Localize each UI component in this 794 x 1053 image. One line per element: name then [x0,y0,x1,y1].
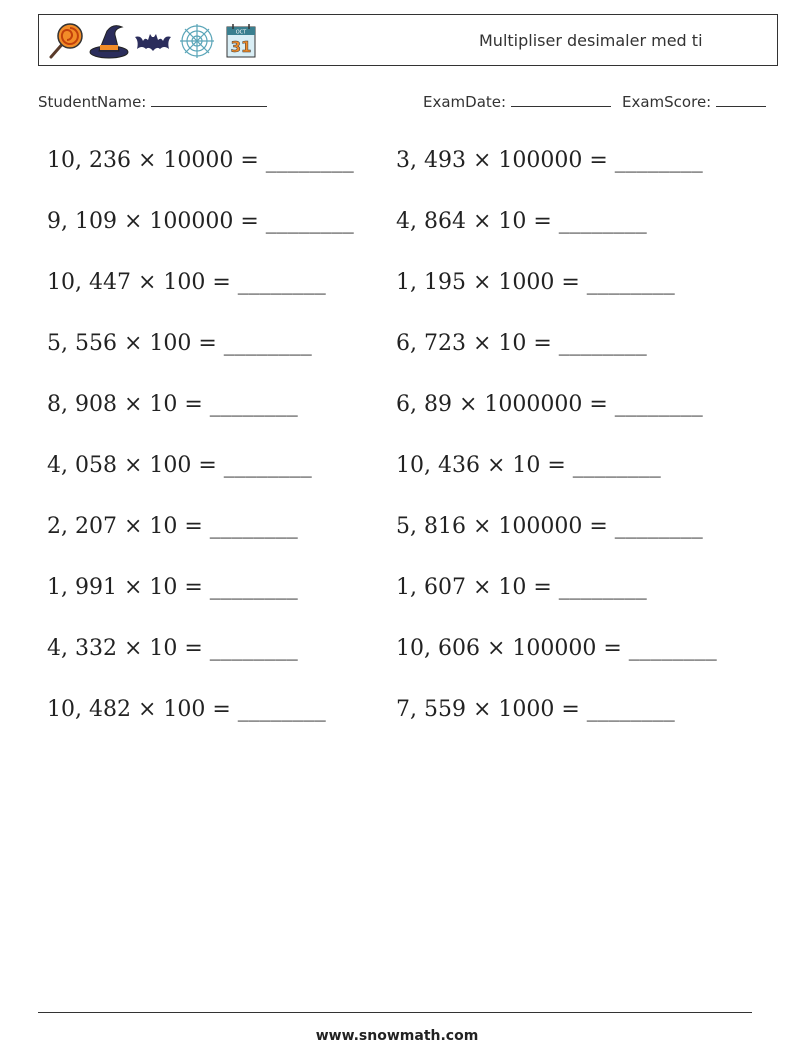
problem-left-4: 5, 556 × 100 = ________ [47,331,312,356]
problem-right-1: 3, 493 × 100000 = ________ [396,148,703,173]
worksheet-header [38,14,778,66]
spider-web-icon [177,21,217,61]
problem-right-4: 6, 723 × 10 = ________ [396,331,647,356]
exam-score-label: ExamScore: [622,93,712,111]
exam-date-blank[interactable] [511,92,611,107]
exam-date-field [423,92,611,111]
calendar-month-label: OCT [235,29,247,36]
problem-left-10: 10, 482 × 100 = ________ [47,697,326,722]
problem-right-10: 7, 559 × 1000 = ________ [396,697,675,722]
problem-left-9: 4, 332 × 10 = ________ [47,636,298,661]
icon-strip [45,19,261,63]
problem-right-2: 4, 864 × 10 = ________ [396,209,647,234]
problem-left-1: 10, 236 × 10000 = ________ [47,148,354,173]
problem-right-7: 5, 816 × 100000 = ________ [396,514,703,539]
lollipop-icon [45,21,85,61]
problem-right-5: 6, 89 × 1000000 = ________ [396,392,703,417]
calendar-day-label: 31 [230,38,252,56]
problem-right-3: 1, 195 × 1000 = ________ [396,270,675,295]
student-name-field [38,92,267,111]
witch-hat-icon [89,21,129,61]
problem-right-9: 10, 606 × 100000 = ________ [396,636,717,661]
problem-left-7: 2, 207 × 10 = ________ [47,514,298,539]
problem-right-8: 1, 607 × 10 = ________ [396,575,647,600]
problem-left-3: 10, 447 × 100 = ________ [47,270,326,295]
problem-left-6: 4, 058 × 100 = ________ [47,453,312,478]
problem-left-8: 1, 991 × 10 = ________ [47,575,298,600]
footer-url[interactable]: www.snowmath.com [315,1028,479,1044]
problem-left-5: 8, 908 × 10 = ________ [47,392,298,417]
page-title: Multipliser desimaler med ti [479,31,703,50]
exam-score-field [622,92,766,111]
student-name-label: StudentName: [38,93,147,111]
problem-right-6: 10, 436 × 10 = ________ [396,453,661,478]
student-name-blank[interactable] [151,92,267,107]
calendar-icon [221,21,261,61]
bat-icon [133,21,173,61]
footer-divider [38,1012,752,1013]
problem-left-2: 9, 109 × 100000 = ________ [47,209,354,234]
exam-date-label: ExamDate: [423,93,507,111]
exam-score-blank[interactable] [716,92,766,107]
